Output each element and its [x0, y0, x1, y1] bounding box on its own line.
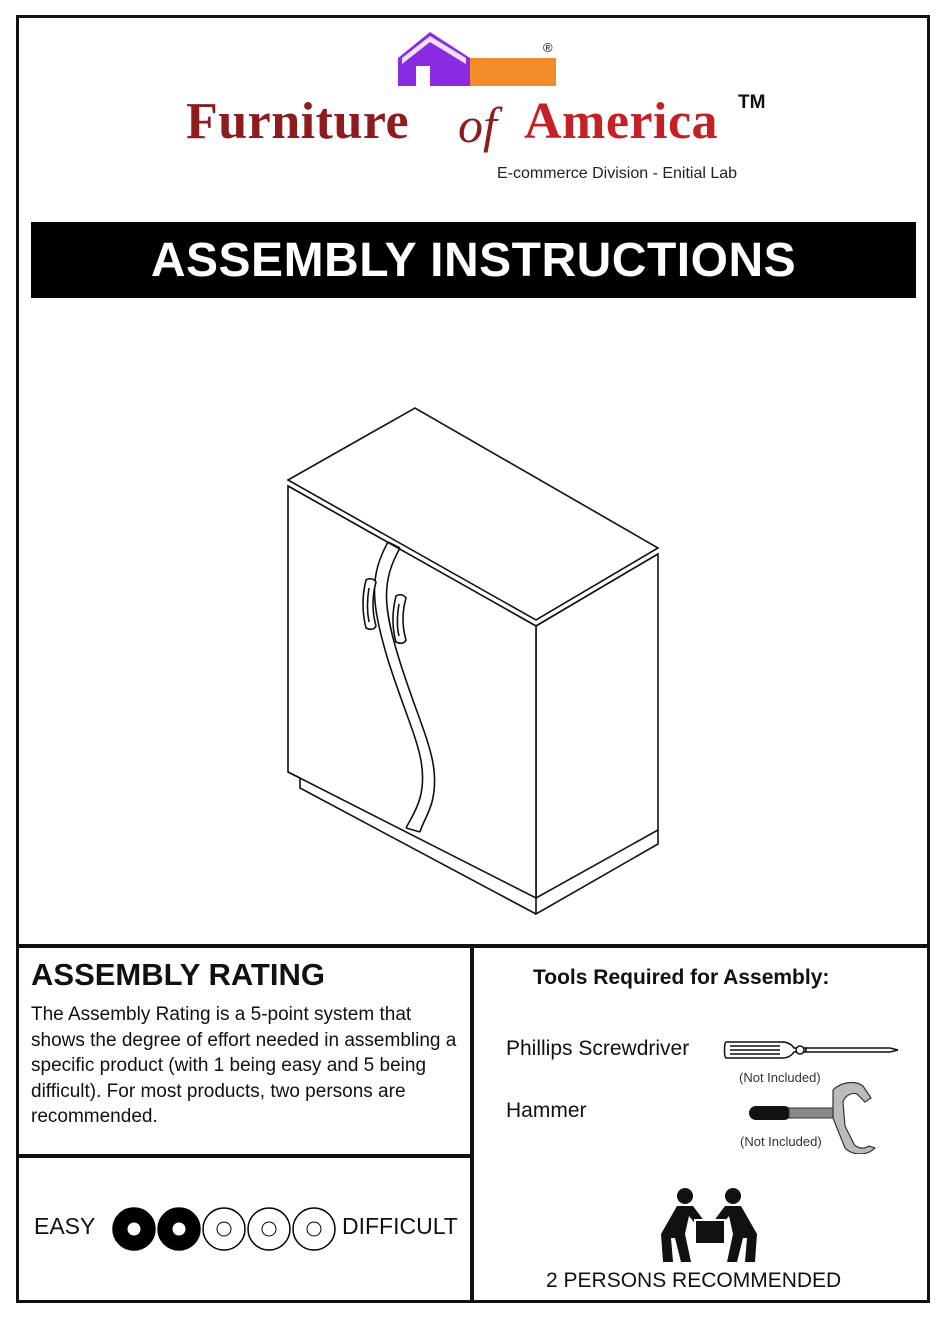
easy-label: EASY — [34, 1213, 96, 1239]
rating-divider — [16, 1154, 472, 1158]
difficult-label: DIFFICULT — [342, 1213, 458, 1239]
brand-name — [186, 92, 786, 162]
registered-mark: ® — [543, 40, 553, 55]
tools-title: Tools Required for Assembly: — [533, 966, 830, 989]
rating-description: The Assembly Rating is a 5-point system that shows the degree of effort needed in assembling a specific product (with 1 being easy and 5 being difficult). For most products, two persons are recommended. — [31, 1004, 457, 1127]
trademark-mark: TM — [738, 92, 766, 113]
brand-word-of: of — [458, 97, 497, 153]
division-label: E-commerce Division - Enitial Lab — [497, 165, 738, 182]
rating-title: ASSEMBLY RATING — [31, 957, 325, 992]
house-logo-icon — [390, 28, 560, 92]
tool-screwdriver-note: (Not Included) — [739, 1070, 821, 1085]
tool-screwdriver-label: Phillips Screwdriver — [506, 1037, 690, 1060]
rating-dot-empty — [203, 1208, 245, 1250]
rating-dot-filled — [158, 1208, 200, 1250]
cabinet-illustration — [270, 400, 670, 930]
rating-dot-filled — [113, 1208, 155, 1250]
title-banner: ASSEMBLY INSTRUCTIONS — [31, 222, 916, 298]
column-divider — [470, 944, 474, 1303]
two-persons-lifting-icon — [655, 1186, 765, 1262]
screwdriver-icon — [722, 1036, 904, 1064]
brand-word-america: America — [524, 93, 719, 150]
rating-dot-empty — [248, 1208, 290, 1250]
brand-word-furniture: Furniture — [186, 93, 410, 150]
hammer-icon — [745, 1078, 885, 1154]
tool-hammer-label: Hammer — [506, 1099, 587, 1122]
tool-hammer-note: (Not Included) — [740, 1134, 822, 1149]
rating-scale — [112, 1205, 342, 1253]
rating-dot-empty — [293, 1208, 335, 1250]
persons-recommended-label: 2 PERSONS RECOMMENDED — [546, 1269, 842, 1292]
